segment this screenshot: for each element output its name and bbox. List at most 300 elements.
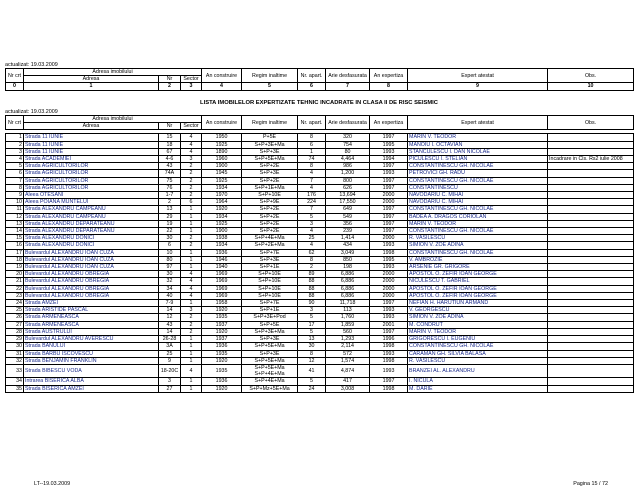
table-row: [6, 235, 634, 242]
cell-observations: [548, 357, 634, 364]
cell-nr: 20: [6, 271, 24, 278]
cell-height-regime: S+P+3E+Ma: [242, 328, 298, 335]
cell-nr: 8: [6, 184, 24, 191]
cell-expertise-year: 2000: [370, 278, 408, 285]
cell-observations: [548, 307, 634, 314]
cell-height-regime: S+P+2E: [242, 220, 298, 227]
cell-expert: APOSTOL O. ZEFIR IOAN GEORGE: [408, 292, 548, 299]
cell-expert: GRIGORESCU I. EUGENIU: [408, 336, 548, 343]
cell-height-regime: S+P+1E: [242, 264, 298, 271]
table-row: [6, 385, 634, 392]
footer-page-number: Pagina 15 / 72: [573, 481, 608, 487]
cell-observations: [548, 213, 634, 220]
cell-expertise-year: 2000: [370, 285, 408, 292]
footer-left: LT--19.03.2009: [34, 481, 71, 487]
cell-expert: BRANZEI AL. ALEXANDRU: [408, 364, 548, 377]
cell-nr: 5: [6, 163, 24, 170]
cell-area: 850: [326, 256, 370, 263]
cell-expert: CONSTANTINESCU GH. NICOLAE: [408, 343, 548, 350]
cell-observations: [548, 184, 634, 191]
cell-year-built: 1935: [202, 350, 242, 357]
cell-apartments: 1: [298, 148, 326, 155]
cell-expertise-year: 1995: [370, 256, 408, 263]
cell-apartments: 2: [298, 264, 326, 271]
cell-year-built: 1935: [202, 364, 242, 377]
cell-number: 43: [159, 321, 181, 328]
cell-expert: CONSTANTINESCU: [408, 184, 548, 191]
cell-number: 14: [159, 307, 181, 314]
cell-year-built: 1969: [202, 271, 242, 278]
cell-number: 6: [159, 242, 181, 249]
cell-number: 75: [159, 177, 181, 184]
cell-area: 80: [326, 148, 370, 155]
col-number: 6: [298, 83, 326, 90]
cell-observations: [548, 177, 634, 184]
cell-nr: 18: [6, 256, 24, 263]
col-number: 4: [202, 83, 242, 90]
cell-expertise-year: 1993: [370, 148, 408, 155]
cell-height-regime: S+P+5E+Ma: [242, 156, 298, 163]
cell-area: 986: [326, 163, 370, 170]
table-row: [6, 314, 634, 321]
cell-year-built: 1937: [202, 336, 242, 343]
cell-sector: 1: [181, 206, 202, 213]
header-sector: Sector: [181, 76, 202, 83]
cell-sector: 1: [181, 385, 202, 392]
cell-number: 40: [159, 292, 181, 299]
cell-address: Aleea POIANA MUNTELUI: [24, 199, 159, 206]
table-row: [6, 184, 634, 191]
cell-observations: [548, 271, 634, 278]
cell-address: Intrarea BISERICA ALBA: [24, 378, 159, 385]
table-row: [6, 170, 634, 177]
cell-area: 3,008: [326, 385, 370, 392]
table-row: [6, 285, 634, 292]
cell-number: 76: [159, 184, 181, 191]
cell-nr: 30: [6, 343, 24, 350]
header-nr: Nr crt: [6, 69, 24, 83]
cell-nr: 13: [6, 220, 24, 227]
table-row: [6, 264, 634, 271]
cell-number: 3: [159, 378, 181, 385]
cell-expert: CONSTANTINESCU GH. NICOLAE: [408, 177, 548, 184]
header-apart: Nr. apart.: [298, 116, 326, 130]
cell-year-built: 1935: [202, 314, 242, 321]
cell-number: 13: [159, 206, 181, 213]
cell-address: Strada 11 IUNIE: [24, 141, 159, 148]
cell-sector: 2: [181, 314, 202, 321]
cell-expertise-year: 1998: [370, 249, 408, 256]
cell-nr: 2: [6, 141, 24, 148]
cell-height-regime: S+P+4E+Ma: [242, 235, 298, 242]
cell-apartments: 176: [298, 192, 326, 199]
cell-expert: BADEA A. DRAGOS CORIOLAN: [408, 213, 548, 220]
cell-expert: ARSENIE GR. GRIGORE: [408, 264, 548, 271]
cell-apartments: 88: [298, 292, 326, 299]
cell-sector: 1: [181, 249, 202, 256]
cell-observations: [548, 256, 634, 263]
col-number: 5: [242, 83, 298, 90]
cell-year-built: 1920: [202, 307, 242, 314]
cell-expert: STANCULESCU I. DAN NICOLAE: [408, 148, 548, 155]
cell-expert: CONSTANTINESCU GH. NICOLAE: [408, 249, 548, 256]
cell-expert: R. VASILESCU: [408, 235, 548, 242]
col-number: 3: [181, 83, 202, 90]
cell-expertise-year: 1997: [370, 228, 408, 235]
cell-address: Strada AGRICULTORILOR: [24, 170, 159, 177]
cell-year-built: 1925: [202, 220, 242, 227]
cell-sector: 2: [181, 163, 202, 170]
cell-nr: 35: [6, 385, 24, 392]
cell-apartments: 30: [298, 343, 326, 350]
cell-expert: M. CONDRUT: [408, 321, 548, 328]
header-adresa: Adresa: [24, 76, 159, 83]
cell-observations: [548, 134, 634, 141]
cell-height-regime: S+P+2E: [242, 177, 298, 184]
col-number: 9: [408, 83, 548, 90]
cell-area: 6,886: [326, 292, 370, 299]
cell-apartments: 62: [298, 249, 326, 256]
cell-expert: MARIN V. TEODOR: [408, 134, 548, 141]
cell-height-regime: S+P+10E: [242, 285, 298, 292]
cell-address: Bulevardul ALEXANDRU OBREGIA: [24, 292, 159, 299]
cell-area: 113: [326, 307, 370, 314]
cell-expertise-year: 1996: [370, 336, 408, 343]
cell-expertise-year: 1997: [370, 206, 408, 213]
col-number: 1: [24, 83, 159, 90]
header-sector: Sector: [181, 123, 202, 130]
cell-address: Strada ALEXANDRU CAMPEANU: [24, 213, 159, 220]
cell-sector: 2: [181, 192, 202, 199]
cell-sector: 3: [181, 156, 202, 163]
cell-expert: M. DARIE: [408, 385, 548, 392]
cell-expertise-year: 1993: [370, 170, 408, 177]
cell-sector: 1: [181, 357, 202, 364]
cell-observations: [548, 170, 634, 177]
cell-number: 26-28: [159, 336, 181, 343]
cell-expertise-year: 1993: [370, 350, 408, 357]
cell-address: Aleea OTESANI: [24, 192, 159, 199]
cell-nr: 4: [6, 156, 24, 163]
cell-sector: 2: [181, 184, 202, 191]
updated-date-top: actualizat: 19.03.2009: [5, 62, 58, 68]
cell-address: Strada AGRICULTORILOR: [24, 163, 159, 170]
header-obs: Obs.: [548, 69, 634, 83]
cell-expertise-year: 1993: [370, 364, 408, 377]
cell-year-built: 1920: [202, 357, 242, 364]
cell-nr: 27: [6, 321, 24, 328]
cell-height-regime: S+P+3E: [242, 256, 298, 263]
cell-expertise-year: 1998: [370, 357, 408, 364]
top-header-table: [5, 68, 634, 91]
table-row: [6, 148, 634, 155]
cell-address: Strada ARISTIDE PASCAL: [24, 307, 159, 314]
cell-number: 43: [159, 163, 181, 170]
cell-number: 10: [159, 249, 181, 256]
cell-expert: V. GEORGESCU: [408, 307, 548, 314]
cell-area: 11,718: [326, 300, 370, 307]
cell-nr: 34: [6, 378, 24, 385]
cell-height-regime: S+P+1E: [242, 307, 298, 314]
cell-height-regime: S+P+10E: [242, 292, 298, 299]
cell-apartments: 17: [298, 321, 326, 328]
cell-sector: 1: [181, 378, 202, 385]
cell-height-regime: S+P+5E+Ma S+P+4E+Ma: [242, 364, 298, 377]
header-nr2: Nr: [159, 76, 181, 83]
cell-expertise-year: 1998: [370, 385, 408, 392]
cell-address: Strada AUSTRULUI: [24, 328, 159, 335]
cell-apartments: 3: [298, 220, 326, 227]
cell-apartments: 4: [298, 184, 326, 191]
cell-nr: 29: [6, 336, 24, 343]
header-apart: Nr. apart.: [298, 69, 326, 83]
cell-number: 9: [159, 357, 181, 364]
cell-address: Strada BISERICA AMZEI: [24, 385, 159, 392]
cell-nr: 24: [6, 300, 24, 307]
cell-observations: [548, 336, 634, 343]
cell-observations: [548, 235, 634, 242]
cell-area: 320: [326, 134, 370, 141]
cell-year-built: 1934: [202, 184, 242, 191]
table-row: [6, 336, 634, 343]
cell-expertise-year: 1997: [370, 300, 408, 307]
cell-height-regime: S+P+7E: [242, 300, 298, 307]
cell-observations: [548, 278, 634, 285]
cell-number: 34: [159, 285, 181, 292]
cell-nr: 1: [6, 134, 24, 141]
header-adresa: Adresa: [24, 123, 159, 130]
cell-height-regime: S+P+5E: [242, 321, 298, 328]
cell-apartments: 88: [298, 285, 326, 292]
cell-sector: 1: [181, 213, 202, 220]
table-row: [6, 307, 634, 314]
cell-sector: 4: [181, 285, 202, 292]
seismic-risk-table: [5, 115, 634, 393]
cell-expertise-year: 1994: [370, 156, 408, 163]
cell-number: 12: [159, 314, 181, 321]
cell-number: 1-7: [159, 192, 181, 199]
table-row: [6, 192, 634, 199]
header-adresa-imobilului: Adresa imobilului: [24, 69, 202, 76]
cell-number: 18: [159, 141, 181, 148]
cell-area: 4,464: [326, 156, 370, 163]
cell-address: Strada BARBU ISCOVESCU: [24, 350, 159, 357]
header-expert: Expert atestat: [408, 116, 548, 130]
cell-sector: 1: [181, 300, 202, 307]
cell-year-built: 1936: [202, 343, 242, 350]
cell-observations: [548, 328, 634, 335]
cell-sector: 1: [181, 220, 202, 227]
cell-area: 572: [326, 350, 370, 357]
table-row: [6, 228, 634, 235]
table-row: [6, 163, 634, 170]
cell-nr: 15: [6, 235, 24, 242]
table-row: [6, 242, 634, 249]
cell-area: 239: [326, 228, 370, 235]
cell-apartments: 5: [298, 328, 326, 335]
cell-area: 626: [326, 184, 370, 191]
cell-number: 25: [159, 350, 181, 357]
cell-nr: 17: [6, 249, 24, 256]
cell-height-regime: S+P+3E: [242, 336, 298, 343]
cell-area: 2,114: [326, 343, 370, 350]
cell-apartments: 7: [298, 177, 326, 184]
cell-observations: [548, 163, 634, 170]
cell-number: 19: [159, 220, 181, 227]
table-row: [6, 328, 634, 335]
header-obs: Obs.: [548, 116, 634, 130]
cell-area: 434: [326, 242, 370, 249]
cell-observations: [548, 192, 634, 199]
cell-observations: [548, 199, 634, 206]
cell-expert: NEFIAN H. HARUTIUN ARMAND: [408, 300, 548, 307]
cell-apartments: 89: [298, 271, 326, 278]
cell-number: 3A: [159, 343, 181, 350]
cell-expert: SIMION V. ZOE ADINA: [408, 242, 548, 249]
cell-nr: 9: [6, 192, 24, 199]
cell-address: Bulevardul ALEXANDRU OBREGIA: [24, 271, 159, 278]
cell-observations: [548, 285, 634, 292]
cell-sector: 4: [181, 134, 202, 141]
cell-area: 356: [326, 220, 370, 227]
header-an-expertiza: An expertiza: [370, 69, 408, 83]
table-row: [6, 220, 634, 227]
cell-observations: [548, 378, 634, 385]
cell-number: 30: [159, 235, 181, 242]
cell-area: 800: [326, 177, 370, 184]
cell-height-regime: S+P+2E: [242, 163, 298, 170]
cell-address: Strada ALEXANDRU DONICI: [24, 242, 159, 249]
cell-expertise-year: 1997: [370, 184, 408, 191]
header-regim: Regim inaltime: [242, 116, 298, 130]
table-row: [6, 271, 634, 278]
cell-sector: 4: [181, 271, 202, 278]
cell-year-built: 1969: [202, 285, 242, 292]
cell-height-regime: S+P+2E: [242, 206, 298, 213]
cell-year-built: 1920: [202, 385, 242, 392]
cell-expert: NAVODARIU C. MIHAI: [408, 192, 548, 199]
header-arie: Arie desfasurata: [326, 116, 370, 130]
cell-year-built: 1945: [202, 170, 242, 177]
cell-year-built: 1950: [202, 134, 242, 141]
cell-address: Strada ALEXANDRU DEPARATEANU: [24, 228, 159, 235]
cell-expert: V. AMBROZIE: [408, 256, 548, 263]
cell-address: Strada BENJAMIN FRANKLIN: [24, 357, 159, 364]
cell-area: 17,550: [326, 199, 370, 206]
cell-sector: 4: [181, 278, 202, 285]
cell-year-built: 1958: [202, 300, 242, 307]
cell-address: Strada ALEXANDRU DONICI: [24, 235, 159, 242]
cell-sector: 1: [181, 343, 202, 350]
table-row: [6, 177, 634, 184]
cell-year-built: 1920: [202, 206, 242, 213]
table-row: [6, 350, 634, 357]
cell-apartments: 224: [298, 199, 326, 206]
cell-year-built: 1938: [202, 235, 242, 242]
cell-sector: 2: [181, 242, 202, 249]
header-regim: Regim inaltime: [242, 69, 298, 83]
header-arie: Arie desfasurata: [326, 69, 370, 83]
cell-apartments: 25: [298, 235, 326, 242]
cell-height-regime: S+P+9E: [242, 199, 298, 206]
cell-year-built: 1936: [202, 378, 242, 385]
cell-nr: 22: [6, 285, 24, 292]
cell-address: Bulevardul ALEXANDRU OBREGIA: [24, 278, 159, 285]
cell-address: Strada ACADEMIEI: [24, 156, 159, 163]
cell-sector: 1: [181, 350, 202, 357]
cell-height-regime: P+5E: [242, 134, 298, 141]
cell-observations: [548, 242, 634, 249]
cell-observations: [548, 321, 634, 328]
cell-expertise-year: 1997: [370, 177, 408, 184]
cell-expertise-year: 1997: [370, 378, 408, 385]
cell-number: 32: [159, 278, 181, 285]
cell-apartments: 4: [298, 242, 326, 249]
cell-year-built: 1936: [202, 249, 242, 256]
cell-expertise-year: 2000: [370, 292, 408, 299]
cell-observations: [548, 314, 634, 321]
cell-observations: [548, 228, 634, 235]
cell-area: 1,574: [326, 357, 370, 364]
table-row: [6, 256, 634, 263]
cell-nr: 7: [6, 177, 24, 184]
cell-number: 18-20C: [159, 364, 181, 377]
cell-expert: CARAMAN GH. SILVIA BALASA: [408, 350, 548, 357]
header-nr: Nr crt: [6, 116, 24, 130]
table-row: [6, 134, 634, 141]
cell-expertise-year: 2000: [370, 235, 408, 242]
cell-nr: 31: [6, 350, 24, 357]
cell-nr: 28: [6, 328, 24, 335]
cell-year-built: 1969: [202, 292, 242, 299]
header-nr2: Nr: [159, 123, 181, 130]
cell-area: 1,414: [326, 235, 370, 242]
cell-year-built: 1925: [202, 177, 242, 184]
cell-expert: NICULESCU T. GABRIEL: [408, 278, 548, 285]
cell-year-built: 1900: [202, 228, 242, 235]
table-row: [6, 292, 634, 299]
cell-number: 29: [159, 213, 181, 220]
cell-address: Strada 11 IUNIE: [24, 134, 159, 141]
cell-height-regime: S+P+Mz+5E+Ma: [242, 385, 298, 392]
cell-expert: CONSTANTINESCU GH. NICOLAE: [408, 206, 548, 213]
cell-expertise-year: 1998: [370, 343, 408, 350]
section-title: LISTA IMOBILELOR EXPERTIZATE TEHNIC INCADRATE IN CLASA II DE RISC SEISMIC: [200, 100, 438, 106]
cell-apartments: 5: [298, 378, 326, 385]
header-an-construire: An construire: [202, 116, 242, 130]
cell-expert: NAVODARIU C. MIHAI: [408, 199, 548, 206]
table-row: [6, 213, 634, 220]
cell-year-built: 1890: [202, 148, 242, 155]
table-row: [6, 199, 634, 206]
table-row: [6, 141, 634, 148]
cell-expert: APOSTOL O. ZEFIR IOAN GEORGE: [408, 271, 548, 278]
cell-observations: Incadrare in Cls. Rs2 iulie 2008: [548, 156, 634, 163]
cell-year-built: 1970: [202, 192, 242, 199]
header-adresa-imobilului: Adresa imobilului: [24, 116, 202, 123]
cell-expertise-year: 1993: [370, 307, 408, 314]
cell-expertise-year: 2000: [370, 271, 408, 278]
cell-height-regime: S+P+3E: [242, 148, 298, 155]
cell-height-regime: S+P+3E+Pod: [242, 314, 298, 321]
cell-year-built: 1940: [202, 264, 242, 271]
cell-height-regime: S+P+3E+Ma: [242, 141, 298, 148]
cell-sector: 4: [181, 364, 202, 377]
cell-sector: 4: [181, 292, 202, 299]
table-row: [6, 249, 634, 256]
cell-area: 417: [326, 378, 370, 385]
cell-number: 7-9: [159, 300, 181, 307]
